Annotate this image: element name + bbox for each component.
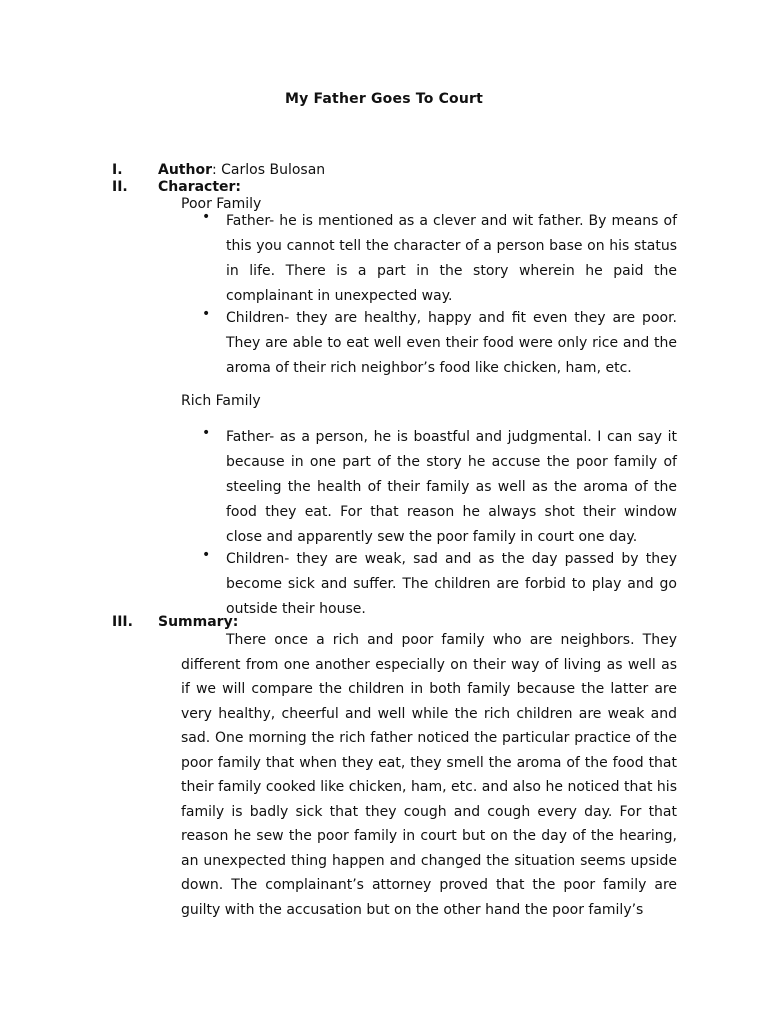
section-number: III. — [112, 614, 133, 630]
rich-family-heading: Rich Family — [181, 393, 261, 409]
character-label: Character: — [158, 179, 242, 195]
summary-paragraph: There once a rich and poor family who are neighbors. They different from one another especially on their way of living as well as if we will compare the children in both family because the latter are very healthy, cheerful and well while the rich children are weak and sad. One morning the rich father noticed the particular practice of the poor family that when they eat, they smell the aroma of the food that their family cooked like chicken, ham, etc. and also he noticed that his family is badly sick that they cough and cough every day. For that reason he sew the poor family in court but on the day of the hearing, an unexpected thing happen and changed the situation seems upside down. The complainant’s attorney proved that the poor family are guilty with the accusation but on the other hand the poor family’s — [181, 632, 677, 918]
bullet-icon: • — [202, 306, 211, 322]
list-item-text: Father- as a person, he is boastful and judgmental. I can say it because in one part of the story he accuse the poor family of steeling the health of their family as well as the aroma of the food they eat. For that reason he always shot their window close and apparently sew the poor family in court one day. — [226, 429, 677, 545]
list-item — [202, 425, 677, 550]
summary-label: Summary: — [158, 614, 239, 630]
poor-family-heading: Poor Family — [181, 196, 262, 212]
section-number: II. — [112, 179, 128, 195]
author-label: Author — [158, 162, 212, 178]
list-item — [202, 547, 677, 622]
list-item — [202, 209, 677, 309]
list-item-text: Father- he is mentioned as a clever and wit father. By means of this you cannot tell the character of a person base on his status in life. There is a part in the story wherein he paid the complainant in unexpected way. — [226, 213, 677, 304]
bullet-icon: • — [202, 547, 211, 563]
bullet-icon: • — [202, 209, 211, 225]
section-heading — [158, 162, 325, 179]
list-item-text: Children- they are healthy, happy and fit even they are poor. They are able to eat well even their food were only rice and the aroma of their rich neighbor’s food like chicken, ham, etc. — [226, 310, 677, 376]
bullet-icon: • — [202, 425, 211, 441]
list-item-text: Children- they are weak, sad and as the day passed by they become sick and suffer. The children are forbid to play and go outside their house. — [226, 551, 677, 617]
list-item — [202, 306, 677, 381]
poor-family-list — [202, 209, 677, 381]
rich-family-list — [202, 425, 677, 622]
section-heading — [158, 179, 241, 196]
document-title: My Father Goes To Court — [284, 91, 484, 107]
section-number: I. — [112, 162, 123, 178]
author-value: : Carlos Bulosan — [211, 162, 326, 178]
